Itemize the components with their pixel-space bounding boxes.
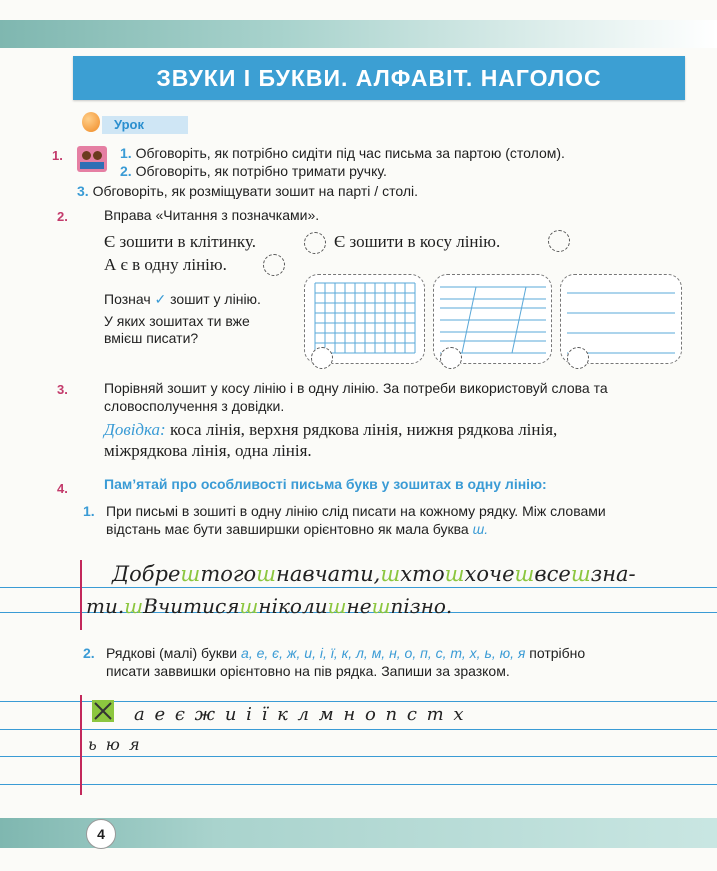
- question-line-2: вмієш писати?: [104, 330, 199, 346]
- margin-line: [80, 695, 82, 795]
- sentence-3: А є в одну лінію.: [104, 255, 227, 274]
- task4-point-1-line-2: відстань має бути завширшки орієнтовно як мала буква ш.: [106, 521, 489, 537]
- task4-point-1-line-1: При письмі в зошиті в одну лінію слід писати на кожному рядку. Між словами: [106, 503, 606, 519]
- balloon-icon: [82, 112, 100, 132]
- letters-list: а, е, є, ж, и, і, ї, к, л, м, н, о, п, с, т, х, ь, ю, я: [241, 645, 526, 661]
- mark-instruction: Познач ✓ зошит у лінію.: [104, 291, 261, 307]
- handwriting-line-2: ти.шВчитисяшніколишнешпізно.: [86, 594, 453, 618]
- letters-row-2: ь ю я: [88, 735, 142, 754]
- task-number: 1.: [52, 148, 63, 163]
- mark-circle[interactable]: [311, 347, 333, 369]
- task-number: 3.: [57, 382, 68, 397]
- task4-point-2: 2.: [83, 645, 95, 661]
- reference-label: Довідка:: [104, 420, 166, 439]
- children-picture: [77, 146, 107, 172]
- question-line-1: У яких зошитах ти вже: [104, 313, 250, 329]
- sentence-2: Є зошити в косу лінію.: [334, 232, 501, 251]
- mark-circle[interactable]: [304, 232, 326, 254]
- reference-line-1: Довідка: коса лінія, верхня рядкова лінія, нижня рядкова лінія,: [104, 420, 558, 439]
- page-number: 4: [86, 819, 116, 849]
- task3-text-2: словосполучення з довідки.: [104, 398, 285, 414]
- top-decor-bar: [0, 20, 717, 48]
- lesson-tag: [78, 112, 188, 136]
- task4-point-1: 1.: [83, 503, 95, 519]
- page-title: ЗВУКИ І БУКВИ. АЛФАВІТ. НАГОЛОС: [73, 56, 685, 100]
- task2-instruction: Вправа «Читання з позначками».: [104, 207, 320, 223]
- notebook-single-line[interactable]: [560, 274, 682, 364]
- task3-text-1: Порівняй зошит у косу лінію і в одну лінію. За потреби використовуй слова та: [104, 380, 608, 396]
- mark-circle[interactable]: [440, 347, 462, 369]
- task4-point-2-line-1: Рядкові (малі) букви а, е, є, ж, и, і, ї, к, л, м, н, о, п, с, т, х, ь, ю, я потрібно: [106, 645, 586, 661]
- handwriting-line-1: Добрештогошнавчати,шхтошхочешвсешзна-: [112, 562, 636, 586]
- task-number: 2.: [57, 209, 68, 224]
- notebook-slanted[interactable]: [433, 274, 552, 364]
- reference-line-2: міжрядкова лінія, одна лінія.: [104, 441, 312, 460]
- task4-heading: Пам’ятай про особливості письма букв у зошитах в одну лінію:: [104, 476, 547, 492]
- task1-item-2: 2. Обговоріть, як потрібно тримати ручку.: [120, 163, 387, 179]
- task4-point-2-line-2: писати заввишки орієнтовно на пів рядка. Запиши за зразком.: [106, 663, 510, 679]
- sentence-1: Є зошити в клітинку.: [104, 232, 256, 251]
- notebook-grid[interactable]: [304, 274, 425, 364]
- task-number: 4.: [57, 481, 68, 496]
- mark-circle[interactable]: [263, 254, 285, 276]
- margin-line: [80, 560, 82, 630]
- pencil-icon: [92, 700, 114, 722]
- lesson-label: Урок: [114, 117, 144, 132]
- task1-item-3: 3. Обговоріть, як розміщувати зошит на парті / столі.: [77, 183, 418, 199]
- mark-circle[interactable]: [548, 230, 570, 252]
- check-icon: ✓: [154, 291, 167, 307]
- letters-row-1: а е є ж и і ї к л м н о п с т х: [134, 704, 466, 725]
- mark-circle[interactable]: [567, 347, 589, 369]
- task1-item-1: 1. Обговоріть, як потрібно сидіти під час письма за партою (столом).: [120, 145, 565, 161]
